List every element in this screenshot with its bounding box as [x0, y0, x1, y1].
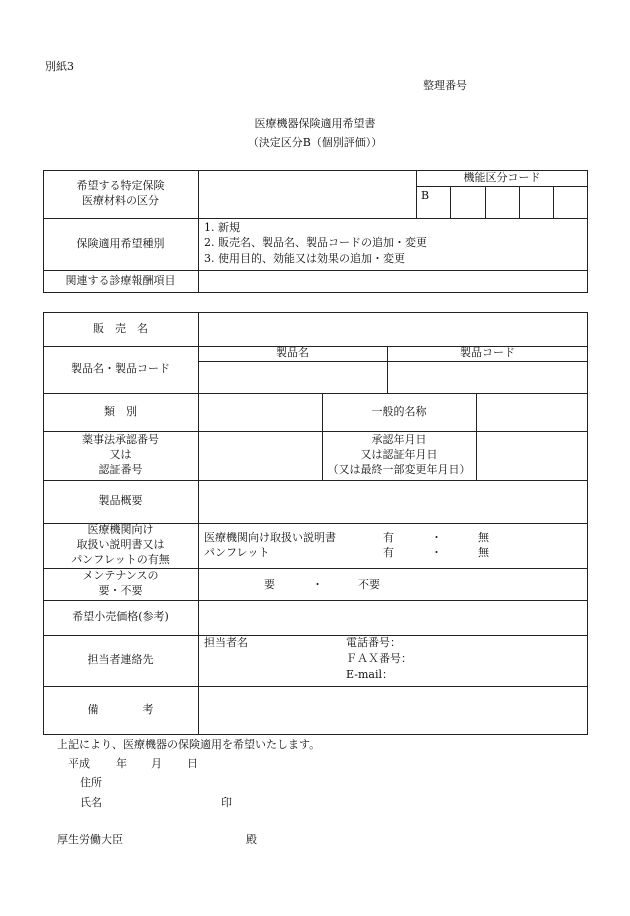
maintenance-label: メンテナンスの 要・不要: [82, 569, 159, 597]
function-code-box-2[interactable]: [487, 188, 518, 216]
pamphlet-separator: ・: [431, 546, 442, 559]
sales-name-label: 販 売 名: [93, 321, 148, 335]
seal-label: 印: [221, 796, 232, 809]
class-label: 類 別: [104, 404, 137, 418]
request-option-add-change[interactable]: 2. 販売名、製品名、製品コードの追加・変更: [204, 236, 427, 249]
function-code-prefix: B: [421, 189, 430, 202]
manual-yes-option[interactable]: 有: [383, 531, 394, 544]
product-code-header: 製品コード: [460, 346, 515, 360]
generic-name-label: 一般的名称: [371, 404, 427, 418]
name-label: 氏名: [80, 796, 102, 809]
remarks-field[interactable]: [200, 688, 586, 733]
approval-number-label: 薬事法承認番号 又は 認証番号: [82, 433, 159, 476]
product-overview-field[interactable]: [200, 482, 586, 521]
recipient-label: 厚生労働大臣: [57, 833, 123, 846]
approval-number-field[interactable]: [200, 433, 320, 478]
request-option-new[interactable]: 1. 新規: [204, 221, 240, 234]
document-title: 医療機器保険適用希望書: [254, 117, 376, 130]
maintenance-not-required-option[interactable]: 不要: [358, 578, 380, 591]
manual-availability-label: 医療機関向け 取扱い説明書又は パンフレットの有無: [71, 523, 170, 566]
class-field[interactable]: [200, 395, 320, 429]
material-category-field[interactable]: [200, 172, 414, 216]
email-label: E-mail：: [346, 668, 393, 681]
product-code-field[interactable]: [389, 363, 586, 391]
phone-label: 電話番号：: [346, 636, 401, 649]
pamphlet-no-option[interactable]: 無: [478, 546, 489, 559]
product-overview-label: 製品概要: [98, 494, 143, 508]
honorific-label: 殿: [246, 833, 257, 846]
function-code-box-1[interactable]: [452, 188, 484, 216]
product-name-code-label: 製品名・製品コード: [71, 362, 170, 376]
retail-price-label: 希望小売価格(参考): [72, 610, 169, 624]
manual-no-option[interactable]: 無: [478, 531, 489, 544]
maintenance-required-option[interactable]: 要: [264, 578, 275, 591]
function-code-box-4[interactable]: [555, 188, 587, 216]
contact-label: 担当者連絡先: [87, 653, 154, 667]
material-category-label: 希望する特定保険 医療材料の区分: [76, 179, 165, 207]
pamphlet-item-label: パンフレット: [204, 546, 270, 559]
attachment-label: 別紙3: [45, 60, 74, 73]
address-label: 住所: [80, 776, 102, 789]
remarks-label: 備 考: [87, 703, 154, 717]
related-fee-field[interactable]: [200, 272, 586, 291]
request-option-purpose-change[interactable]: 3. 使用目的、効能又は効果の追加・変更: [204, 252, 405, 265]
generic-name-field[interactable]: [478, 395, 586, 429]
approval-date-label: 承認年月日 又は認証年月日 （又は最終一部変更年月日）: [327, 433, 471, 476]
reference-number-label: 整理番号: [423, 79, 467, 92]
pamphlet-yes-option[interactable]: 有: [383, 546, 394, 559]
related-fee-label: 関連する診療報酬項目: [65, 274, 176, 288]
approval-date-field[interactable]: [478, 433, 586, 478]
fax-label: ＦＡＸ番号：: [346, 652, 412, 665]
request-type-label: 保険適用希望種別: [76, 236, 165, 250]
manual-item-label: 医療機関向け取扱い説明書: [204, 531, 336, 544]
product-name-header: 製品名: [276, 346, 309, 360]
person-name-label: 担当者名: [204, 636, 248, 649]
sales-name-field[interactable]: [200, 314, 586, 344]
document-subtitle: （決定区分B（個別評価））: [247, 136, 383, 149]
date-era: 平成: [68, 757, 90, 770]
request-statement: 上記により、医療機器の保険適用を希望いたします。: [57, 738, 321, 751]
maintenance-separator: ・: [312, 578, 323, 591]
retail-price-field[interactable]: [200, 602, 586, 633]
product-name-field[interactable]: [200, 363, 385, 391]
date-month: 月: [151, 757, 162, 770]
function-code-box-3[interactable]: [521, 188, 552, 216]
manual-separator: ・: [431, 531, 442, 544]
date-year: 年: [116, 757, 127, 770]
date-day: 日: [187, 757, 198, 770]
function-code-header: 機能区分コード: [463, 170, 541, 184]
